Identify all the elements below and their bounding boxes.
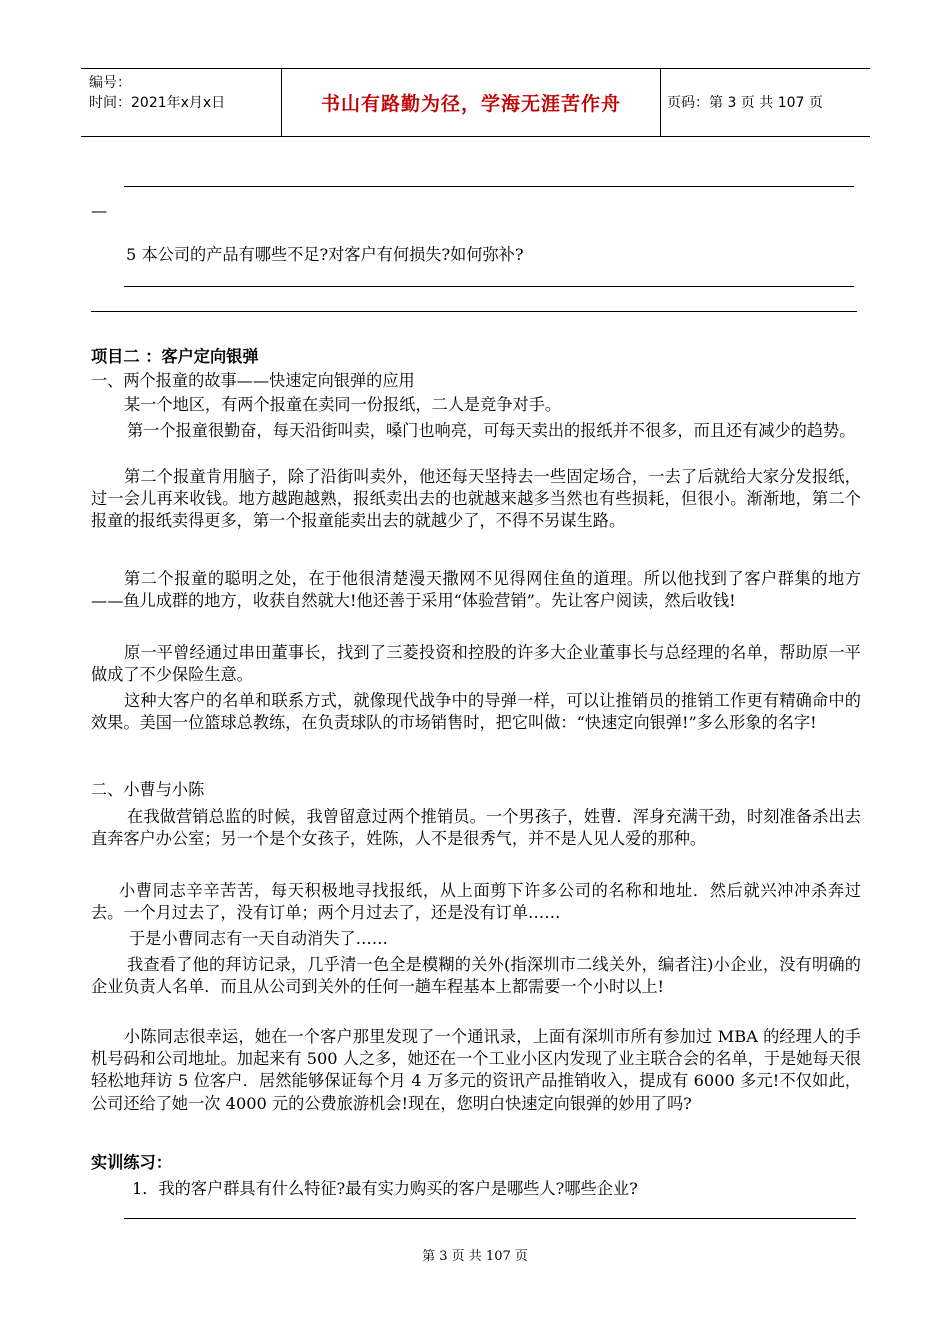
practice-question-1: 1．我的客户群具有什么特征?最有实力购买的客户是哪些人?哪些企业? xyxy=(132,1179,638,1198)
paragraph: 某一个地区，有两个报童在卖同一份报纸，二人是竞争对手。 xyxy=(124,395,562,414)
paragraph: 原一平曾经通过串田董事长，找到了三菱投资和控股的许多大企业董事长与总经理的名单，帮助原一平做成了不少保险生意。 xyxy=(91,643,861,685)
question-5: 5 本公司的产品有哪些不足?对客户有何损失?如何弥补? xyxy=(126,245,524,264)
doc-time-label: 时间：2021年x月x日 xyxy=(89,95,226,111)
subsection-heading-1: 一、两个报童的故事——快速定向银弹的应用 xyxy=(91,371,415,390)
paragraph: 第一个报童很勤奋，每天沿街叫卖，嗓门也响亮，可每天卖出的报纸并不很多，而且还有减少的趋势。 xyxy=(127,421,856,440)
answer-line-dash: — xyxy=(91,201,108,220)
paragraph: 第二个报童的聪明之处，在于他很清楚漫天撒网不见得网住鱼的道理。所以他找到了客户群集的地方——鱼儿成群的地方，收获自然就大!他还善于采用“体验营销”。先让客户阅读，然后收钱! xyxy=(91,569,861,611)
paragraph: 在我做营销总监的时候，我曾留意过两个推销员。一个男孩子，姓曹．浑身充满干劲，时刻准备杀出去直奔客户办公室；另一个是个女孩子，姓陈，人不是很秀气，并不是人见人爱的那种。 xyxy=(91,807,861,849)
paragraph: 我查看了他的拜访记录，几乎清一色全是模糊的关外(指深圳市二线关外，编者注)小企业，没有明确的企业负责人名单．而且从公司到关外的任何一趟车程基本上都需要一个小时以上! xyxy=(91,955,861,997)
paragraph: 小陈同志很幸运，她在一个客户那里发现了一个通讯录，上面有深圳市所有参加过 MBA 的经理人的手机号码和公司地址。加起来有 500 人之多，她还在一个工业小区内发现了业主联合会的名单，于是她每天很轻松地拜访 5 位客户．居然能够保证每个月 4 万多元的资讯产品推销收入，提成有 6000 多元!不仅如此，公司还给了她一次 4000 元的公费旅游机会!现在，您明白快速定向银弹的妙用了吗? xyxy=(91,1027,861,1113)
answer-line xyxy=(124,1218,856,1219)
page-header xyxy=(81,68,870,137)
answer-line xyxy=(124,186,854,187)
section-title: 项目二 ：客户定向银弹 xyxy=(91,347,259,366)
header-page-cell xyxy=(661,69,870,136)
page-footer xyxy=(0,1248,950,1266)
header-meta-cell xyxy=(81,69,282,136)
answer-line xyxy=(124,286,854,287)
header-motto: 书山有路勤为径，学海无涯苦作舟 xyxy=(320,93,621,115)
paragraph: 于是小曹同志有一天自动消失了…… xyxy=(129,929,388,948)
paragraph: 小曹同志辛辛苦苦，每天积极地寻找报纸，从上面剪下许多公司的名称和地址．然后就兴冲冲杀奔过去。一个月过去了，没有订单；两个月过去了，还是没有订单…… xyxy=(91,881,861,923)
paragraph: 这种大客户的名单和联系方式，就像现代战争中的导弹一样，可以让推销员的推销工作更有精确命中的效果。美国一位篮球总教练，在负责球队的市场销售时，把它叫做：“快速定向银弹!”多么形象的名字! xyxy=(91,691,861,733)
doc-number-label: 编号： xyxy=(89,75,131,91)
header-motto-cell xyxy=(282,69,661,136)
subsection-heading-2: 二、小曹与小陈 xyxy=(91,780,205,799)
footer-page-number: 第 3 页 共 107 页 xyxy=(422,1249,528,1264)
answer-line xyxy=(91,311,857,312)
header-page-label: 页码：第 3 页 共 107 页 xyxy=(667,94,823,111)
paragraph: 第二个报童肯用脑子，除了沿街叫卖外，他还每天坚持去一些固定场合，一去了后就给大家分发报纸，过一会儿再来收钱。地方越跑越熟，报纸卖出去的也就越来越多当然也有些损耗，但很小。渐渐地，第二个报童的报纸卖得更多，第一个报童能卖出去的就越少了，不得不另谋生路。 xyxy=(91,467,861,531)
practice-title: 实训练习： xyxy=(91,1153,172,1172)
